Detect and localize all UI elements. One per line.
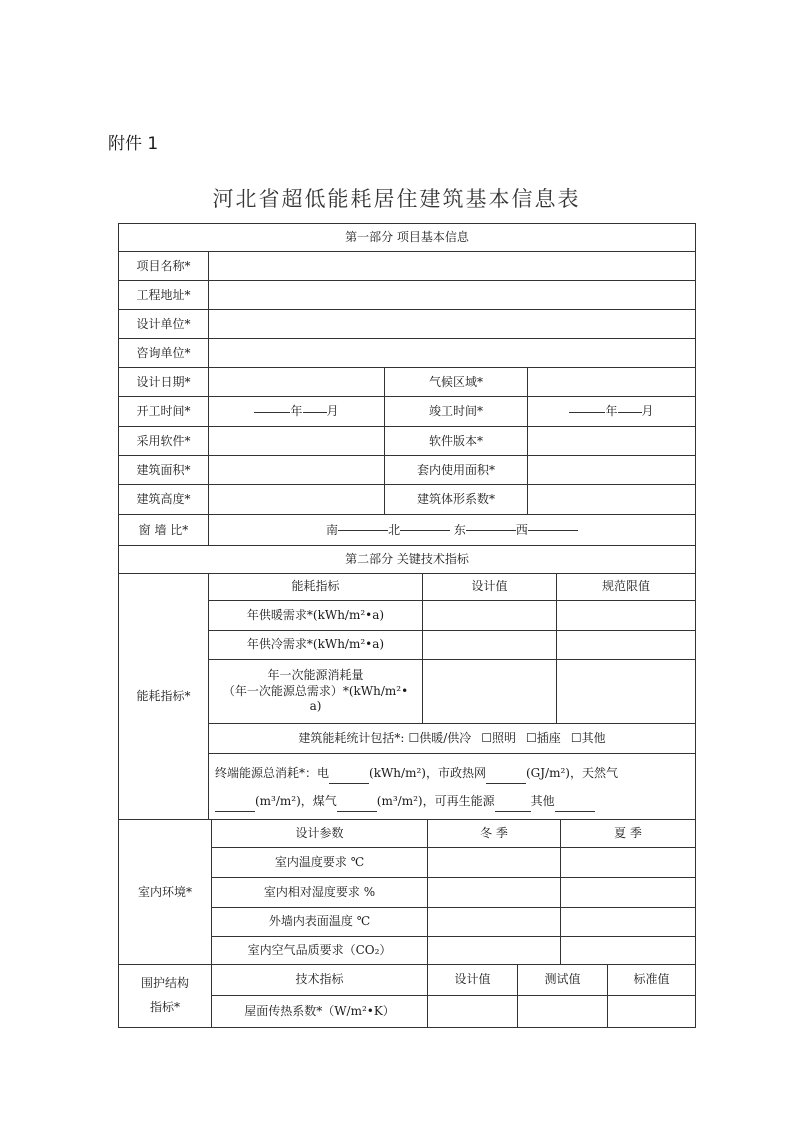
south-blank[interactable] bbox=[338, 530, 388, 531]
indoor-air-quality-winter[interactable] bbox=[427, 936, 560, 965]
indoor-air-quality-summer[interactable] bbox=[560, 936, 695, 965]
unit-gas: (m³/m²)，煤气 bbox=[255, 794, 337, 808]
indoor-col-winter: 冬 季 bbox=[427, 820, 560, 847]
indoor-humidity-winter[interactable] bbox=[427, 877, 560, 907]
field-indoor-area[interactable] bbox=[527, 456, 695, 485]
finish-year-blank[interactable] bbox=[569, 412, 605, 413]
energy-primary-design[interactable] bbox=[422, 659, 556, 723]
gas-blank[interactable] bbox=[215, 811, 255, 812]
field-project-address[interactable] bbox=[208, 281, 695, 310]
part2-heading: 第二部分 关键技术指标 bbox=[345, 552, 469, 567]
checkbox-lighting[interactable]: ☐ bbox=[481, 730, 493, 745]
elec-blank[interactable] bbox=[329, 783, 369, 784]
row-building-height bbox=[119, 485, 695, 515]
envelope-roof-test[interactable] bbox=[517, 995, 607, 1027]
energy-col-limit: 规范限值 bbox=[556, 574, 695, 600]
renew-other-label: 其他 bbox=[530, 794, 555, 808]
part1-heading-row bbox=[119, 224, 695, 252]
label-design-date: 设计日期* bbox=[136, 374, 191, 389]
label-consult-unit: 咨询单位* bbox=[136, 345, 191, 360]
envelope-roof-label: 屋面传热系数*（W/m²•K） bbox=[211, 995, 427, 1027]
east-blank[interactable] bbox=[466, 530, 516, 531]
label-building-height: 建筑高度* bbox=[136, 492, 191, 507]
part2-heading-row bbox=[119, 546, 695, 574]
coalgas-blank[interactable] bbox=[337, 811, 377, 812]
field-consult-unit[interactable] bbox=[208, 339, 695, 368]
indoor-temp-winter[interactable] bbox=[427, 847, 560, 877]
energy-primary-limit[interactable] bbox=[556, 659, 695, 723]
label-project-address: 工程地址* bbox=[136, 287, 191, 302]
indoor-wall-temp-summer[interactable] bbox=[560, 907, 695, 936]
opt-lighting-label: 照明 bbox=[492, 730, 517, 745]
energy-primary-label bbox=[208, 659, 422, 723]
envelope-col-standard: 标准值 bbox=[607, 965, 695, 995]
opt-other-label: 其他 bbox=[581, 730, 606, 745]
label-window-wall-ratio: 窗 墙 比* bbox=[138, 522, 189, 537]
energy-block bbox=[119, 574, 695, 820]
energy-terminal-row bbox=[208, 753, 695, 820]
finish-month-unit: 月 bbox=[641, 404, 654, 419]
field-window-wall-ratio bbox=[208, 515, 695, 546]
start-month-unit: 月 bbox=[326, 404, 339, 419]
field-design-unit[interactable] bbox=[208, 310, 695, 339]
finish-year-unit: 年 bbox=[605, 404, 618, 419]
field-climate-zone[interactable] bbox=[527, 368, 695, 397]
info-table bbox=[118, 223, 696, 1028]
part1-heading: 第一部分 项目基本信息 bbox=[345, 230, 469, 245]
field-building-height[interactable] bbox=[208, 485, 384, 515]
label-design-unit: 设计单位* bbox=[136, 316, 191, 331]
energy-group-label: 能耗指标* bbox=[136, 689, 191, 704]
field-software[interactable] bbox=[208, 427, 384, 456]
envelope-col-test: 测试值 bbox=[517, 965, 607, 995]
energy-col-design: 设计值 bbox=[422, 574, 556, 600]
attachment-label: 附件 1 bbox=[108, 134, 159, 154]
primary-line3: a) bbox=[309, 699, 322, 714]
energy-cooling-design[interactable] bbox=[422, 630, 556, 659]
label-software-version: 软件版本* bbox=[384, 427, 527, 456]
unit-elec: (kWh/m²)，市政热网 bbox=[369, 766, 486, 780]
label-finish-time: 竣工时间* bbox=[384, 397, 527, 427]
field-project-name[interactable] bbox=[208, 252, 695, 281]
energy-heating-design[interactable] bbox=[422, 600, 556, 630]
row-start-finish bbox=[119, 397, 695, 427]
label-building-area: 建筑面积* bbox=[136, 462, 191, 477]
checkbox-heating[interactable]: ☐ bbox=[408, 730, 420, 745]
field-software-version[interactable] bbox=[527, 427, 695, 456]
indoor-air-quality-label: 室内空气品质要求（CO₂） bbox=[211, 936, 427, 965]
row-design-unit bbox=[119, 310, 695, 339]
primary-line1: 年一次能源消耗量 bbox=[267, 668, 364, 683]
row-software bbox=[119, 427, 695, 456]
unit-heat: (GJ/m²)，天然气 bbox=[525, 766, 618, 780]
energy-col-indicator: 能耗指标 bbox=[208, 574, 422, 600]
energy-heating-limit[interactable] bbox=[556, 600, 695, 630]
envelope-roof-design[interactable] bbox=[427, 995, 517, 1027]
label-start-time: 开工时间* bbox=[136, 404, 191, 419]
envelope-col-design: 设计值 bbox=[427, 965, 517, 995]
label-climate-zone: 气候区域* bbox=[384, 368, 527, 397]
label-software: 采用软件* bbox=[136, 433, 191, 448]
field-start-time[interactable] bbox=[208, 397, 384, 427]
dir-east: 东 bbox=[453, 522, 466, 537]
envelope-roof-standard[interactable] bbox=[607, 995, 695, 1027]
envelope-group-label bbox=[119, 965, 211, 1027]
row-window-wall-ratio bbox=[119, 515, 695, 546]
energy-stats-row bbox=[208, 723, 695, 753]
heat-blank[interactable] bbox=[486, 783, 526, 784]
envelope-label-line2: 指标* bbox=[149, 1000, 180, 1014]
row-project-address bbox=[119, 281, 695, 310]
label-shape-coefficient: 建筑体形系数* bbox=[384, 485, 527, 515]
checkbox-other[interactable]: ☐ bbox=[570, 730, 582, 745]
north-blank[interactable] bbox=[400, 530, 450, 531]
label-project-name: 项目名称* bbox=[136, 258, 191, 273]
indoor-wall-temp-winter[interactable] bbox=[427, 907, 560, 936]
envelope-block bbox=[119, 965, 695, 1027]
dir-south: 南 bbox=[326, 522, 339, 537]
envelope-col-tech: 技术指标 bbox=[211, 965, 427, 995]
energy-cooling-label: 年供冷需求*(kWh/m²•a) bbox=[208, 630, 422, 659]
dir-north: 北 bbox=[388, 522, 401, 537]
other-energy-blank[interactable] bbox=[555, 811, 595, 812]
field-finish-time[interactable] bbox=[527, 397, 695, 427]
row-design-date bbox=[119, 368, 695, 397]
west-blank[interactable] bbox=[528, 530, 578, 531]
unit-coalgas: (m³/m²)，可再生能源 bbox=[376, 794, 495, 808]
indoor-block bbox=[119, 820, 695, 965]
indoor-temp-label: 室内温度要求 ℃ bbox=[211, 847, 427, 877]
indoor-col-summer: 夏 季 bbox=[560, 820, 695, 847]
start-year-blank[interactable] bbox=[254, 412, 290, 413]
primary-line2: （年一次能源总需求）*(kWh/m²• bbox=[222, 683, 409, 698]
row-building-area bbox=[119, 456, 695, 485]
opt-heating-label: 供暖/供冷 bbox=[419, 730, 472, 745]
field-design-date[interactable] bbox=[208, 368, 384, 397]
indoor-col-param: 设计参数 bbox=[211, 820, 427, 847]
label-indoor-area: 套内使用面积* bbox=[384, 456, 527, 485]
renew-blank[interactable] bbox=[495, 811, 531, 812]
stats-label: 建筑能耗统计包括*: bbox=[298, 730, 405, 745]
checkbox-socket[interactable]: ☐ bbox=[526, 730, 537, 745]
opt-socket-label: 插座 bbox=[536, 730, 561, 745]
field-building-area[interactable] bbox=[208, 456, 384, 485]
energy-heating-label: 年供暖需求*(kWh/m²•a) bbox=[208, 600, 422, 630]
row-consult-unit bbox=[119, 339, 695, 368]
indoor-humidity-summer[interactable] bbox=[560, 877, 695, 907]
field-shape-coefficient[interactable] bbox=[527, 485, 695, 515]
start-year-unit: 年 bbox=[290, 404, 303, 419]
start-month-blank[interactable] bbox=[303, 412, 327, 413]
form-title: 河北省超低能耗居住建筑基本信息表 bbox=[212, 187, 581, 211]
indoor-group-label: 室内环境* bbox=[137, 884, 192, 899]
dir-west: 西 bbox=[515, 522, 528, 537]
finish-month-blank[interactable] bbox=[618, 412, 642, 413]
row-project-name bbox=[119, 252, 695, 281]
terminal-label: 终端能源总消耗*：电 bbox=[215, 766, 330, 780]
indoor-wall-temp-label: 外墙内表面温度 ℃ bbox=[211, 907, 427, 936]
indoor-temp-summer[interactable] bbox=[560, 847, 695, 877]
envelope-label-line1: 围护结构 bbox=[140, 976, 189, 991]
energy-cooling-limit[interactable] bbox=[556, 630, 695, 659]
indoor-humidity-label: 室内相对湿度要求 % bbox=[211, 877, 427, 907]
